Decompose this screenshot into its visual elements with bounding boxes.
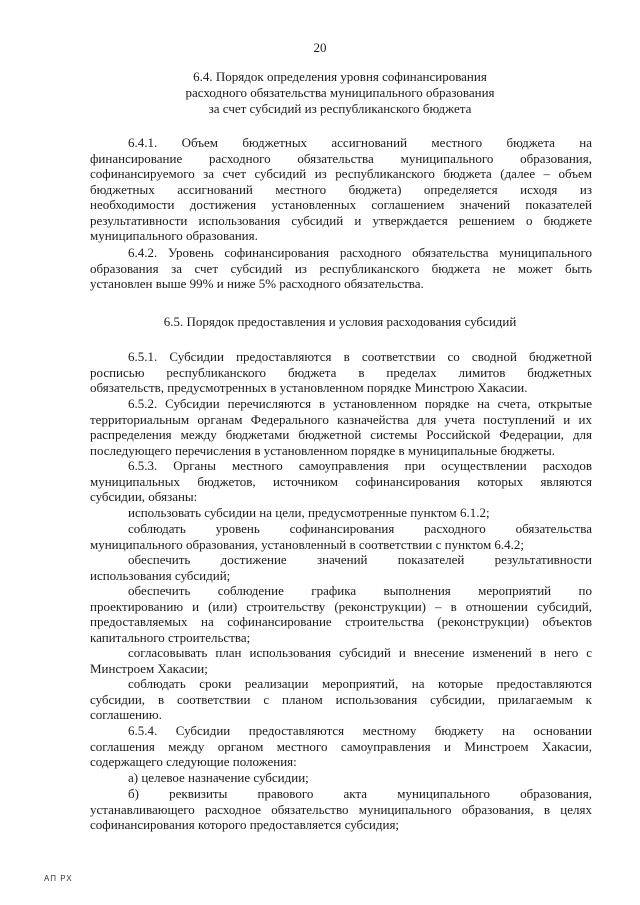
heading-line: 6.5. Порядок предоставления и условия расходования субсидий [163,314,517,329]
footer-mark: АП РХ [44,874,73,883]
heading-line: расходного обязательства муниципального образования [185,85,495,100]
heading-line: 6.4. Порядок определения уровня софинансирования [193,69,487,84]
text-line: 6.4.1. Объем бюджетных ассигнований местного бюджета на [128,135,592,150]
text-line: использовать субсидии на цели, предусмотренные пунктом 6.1.2; [128,505,490,520]
text-line: муниципального образования, установленный в соответствии с пунктом 6.4.2; [90,536,525,552]
text-line: использования субсидий; [90,567,231,583]
text-line: софинансирования которого предоставляется субсидия; [90,817,400,832]
text-line: 6.5.2. Субсидии перечисляются в установленном порядке на счета, открытые [128,396,592,411]
text-line: 6.5.1. Субсидии предоставляются в соответствии со сводной бюджетной [128,349,592,364]
text-line: росписью республиканского бюджета в пределах лимитов бюджетных [90,364,592,380]
text-line: результативности использования субсидий и утверждается решением о бюджете [90,212,592,228]
section-6-5-heading [90,314,590,330]
text-line: соглашения между органом местного самоуправления и Минстроем Хакасии, [90,738,592,754]
obligation-item-3 [90,552,592,583]
text-line: предоставляемых на софинансирование строительства (реконструкции) объектов [90,614,592,629]
text-line: необходимости достижения установленных соглашением значений показателей [90,197,592,212]
text-line: 6.5.4. Субсидии предоставляются местному бюджету на основании [128,723,592,738]
text-line: бюджетных ассигнований местного бюджета) определяется исходя из [90,181,592,197]
text-line: капитального строительства; [90,629,251,645]
text-line: финансирование расходного обязательства муниципального образования, [90,150,592,166]
subitem-a [90,770,592,786]
obligation-item-2 [90,521,592,552]
text-line: образования за счет субсидий из республиканского бюджета не может быть [90,260,592,276]
obligation-item-1 [90,505,592,521]
paragraph-6-5-2 [90,396,592,458]
text-line: муниципальных бюджетов, источником софинансирования которых являются [90,473,592,489]
text-line: устанавливающего расходное обязательство муниципального образования, в целях [90,801,592,817]
paragraph-6-4-1 [90,135,592,244]
text-line: распределения между бюджетами бюджетной системы Российской Федерации, для [90,427,592,442]
paragraph-6-5-1 [90,349,592,396]
text-line: муниципального образования. [90,228,258,243]
text-line: а) целевое назначение субсидии; [128,770,309,785]
text-line: соблюдать сроки реализации мероприятий, на которые предоставляются [128,676,592,691]
text-line: соглашению. [90,707,162,722]
obligation-item-5 [90,645,592,676]
paragraph-6-5-4 [90,723,592,770]
text-line: соблюдать уровень софинансирования расходного обязательства [128,521,592,536]
text-line: содержащего следующие положения: [90,754,297,769]
text-line: согласовывать план использования субсидий и внесение изменений в него с [128,645,592,660]
paragraph-6-4-2 [90,245,592,292]
text-line: 6.5.3. Органы местного самоуправления при осуществлении расходов [128,458,592,473]
subitem-b [90,786,592,833]
section-6-4-heading [90,69,590,117]
text-line: 6.4.2. Уровень софинансирования расходного обязательства муниципального [128,245,592,260]
text-line: Минстроем Хакасии; [90,660,208,676]
paragraph-6-5-3 [90,458,592,505]
text-line: субсидии, обязаны: [90,489,198,504]
text-line: территориальным органам Федерального казначейства для учета поступлений и их [90,411,592,427]
text-line: обеспечить достижение значений показателей результативности [128,552,592,567]
obligation-item-6 [90,676,592,723]
text-line: установлен выше 99% и ниже 5% расходного обязательства. [90,276,424,291]
text-line: обязательств, предусмотренных в установленном порядке Минстрою Хакасии. [90,380,528,395]
heading-line: за счет субсидий из республиканского бюджета [208,101,472,116]
text-line: обеспечить соблюдение графика выполнения мероприятий по [128,583,592,598]
page-number: 20 [313,40,327,55]
text-line: проектированию и (или) строительству (реконструкции) – в отношении субсидий, [90,598,592,614]
text-line: последующего перечисления в установленном порядке в муниципальные бюджеты. [90,442,555,458]
text-line: б) реквизиты правового акта муниципального образования, [128,786,592,801]
text-line: субсидии, в соответствии с планом использования субсидии, прилагаемым к [90,691,592,707]
obligation-item-4 [90,583,592,645]
text-line: софинансируемого за счет субсидий из республиканского бюджета (далее – объем [90,166,592,181]
